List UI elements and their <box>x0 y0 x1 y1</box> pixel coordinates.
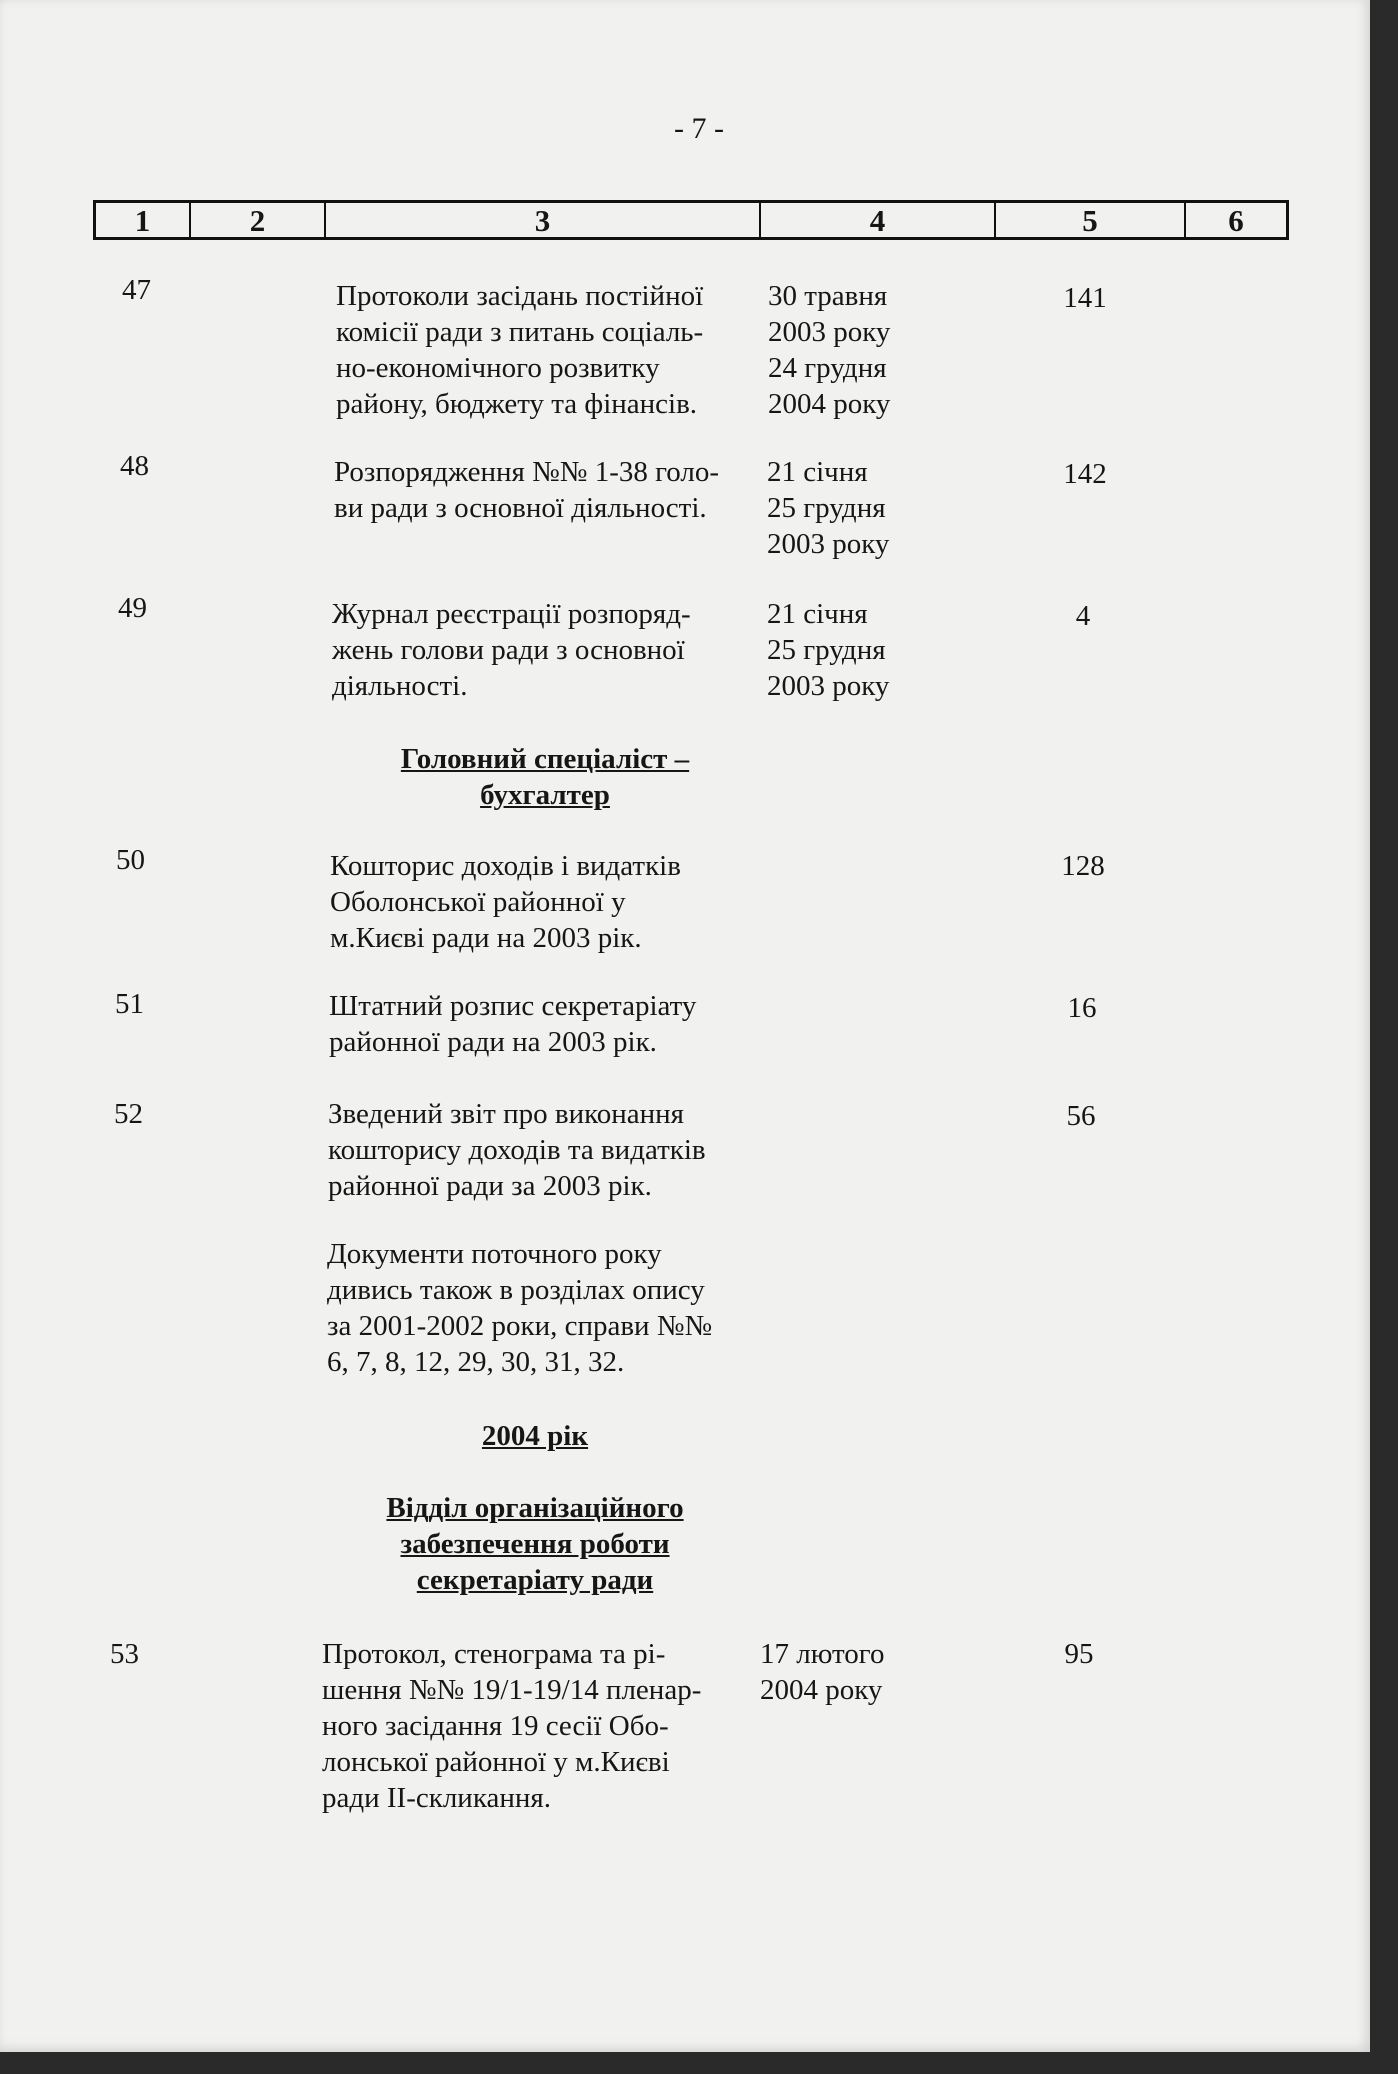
entry-dates: 21 січня 25 грудня 2003 року <box>767 598 890 702</box>
column-header-row <box>93 200 1289 240</box>
column-header-5: 5 <box>996 203 1186 237</box>
column-header-6: 6 <box>1228 203 1244 238</box>
column-header-3: 3 <box>326 203 761 237</box>
entry-title: Протоколи засідань постійної комісії ради з питань соціаль- но-економічного розвитку району, бюджету та фінансів. <box>336 280 704 420</box>
entry-number: 48 <box>120 450 149 482</box>
column-header-2: 2 <box>191 203 326 237</box>
entry-title: Зведений звіт про виконання кошторису доходів та видатків районної ради за 2003 рік. <box>328 1098 706 1202</box>
entry-number: 52 <box>114 1098 143 1130</box>
entry-number: 50 <box>116 844 145 876</box>
entry-dates: 21 січня 25 грудня 2003 року <box>767 456 890 560</box>
entry-title: Протокол, стенограма та рі- шення №№ 19/1-19/14 пленар- ного засідання 19 сесії Обо- лонської районної у м.Києві ради ІІ-скликання. <box>322 1638 702 1814</box>
entry-sheets: 16 <box>1067 992 1097 1024</box>
entry-sheets: 128 <box>1061 850 1105 882</box>
entry-sheets: 141 <box>1063 282 1107 314</box>
entry-sheets: 56 <box>1066 1100 1096 1132</box>
entry-sheets: 4 <box>1075 600 1091 632</box>
entry-dates: 30 травня 2003 року 24 грудня 2004 року <box>768 280 891 420</box>
section-heading-year: 2004 рік <box>481 1420 589 1452</box>
entry-title: Журнал реєстрації розпоряд- жень голови ради з основної діяльності. <box>332 598 691 702</box>
section-heading-accountant: Головний спеціаліст – бухгалтер <box>400 743 690 811</box>
entry-number: 53 <box>110 1638 139 1670</box>
entry-dates: 17 лютого 2004 року <box>760 1638 885 1706</box>
entry-title: Кошторис доходів і видатків Оболонської районної у м.Києві ради на 2003 рік. <box>330 850 681 954</box>
entry-sheets: 142 <box>1063 458 1107 490</box>
page-number: - 7 - <box>674 112 724 145</box>
entry-title: Штатний розпис секретаріату районної ради на 2003 рік. <box>329 990 697 1058</box>
section-heading-department: Відділ організаційного забезпечення роботи секретаріату ради <box>386 1492 684 1596</box>
cross-reference-note: Документи поточного року дивись також в розділах опису за 2001-2002 роки, справи №№ 6, 7, 8, 12, 29, 30, 31, 32. <box>327 1238 713 1378</box>
entry-number: 49 <box>118 592 147 624</box>
entry-title: Розпорядження №№ 1-38 голо- ви ради з основної діяльності. <box>334 456 720 524</box>
column-header-1: 1 <box>96 203 191 237</box>
entry-number: 47 <box>122 274 151 306</box>
entry-sheets: 95 <box>1064 1638 1094 1670</box>
entry-number: 51 <box>115 988 144 1020</box>
column-header-4: 4 <box>761 203 996 237</box>
